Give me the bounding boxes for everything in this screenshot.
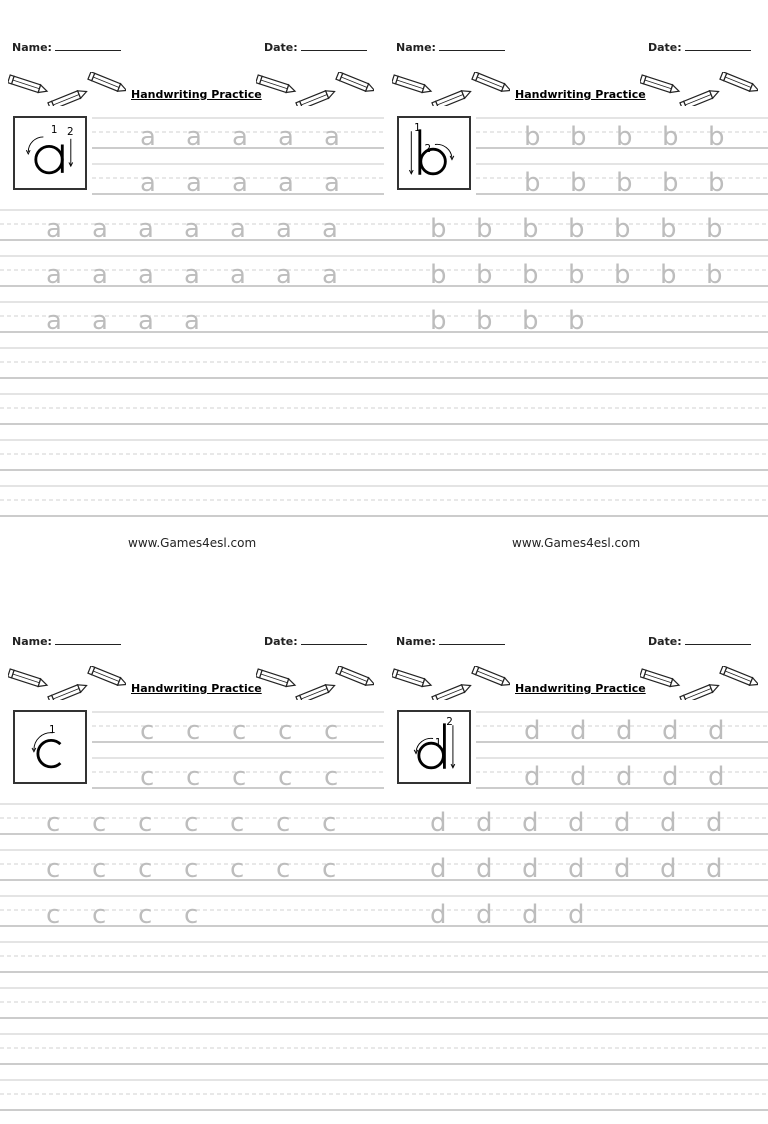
- date-blank[interactable]: [685, 634, 751, 645]
- pencil-group-left: [392, 72, 510, 106]
- stroke-number: 1: [49, 723, 56, 736]
- trace-letter: a: [324, 168, 340, 198]
- pencil-icon: [640, 669, 680, 689]
- trace-letter: c: [232, 762, 247, 792]
- trace-letter: b: [476, 306, 493, 336]
- pencil-group-right: [256, 666, 374, 700]
- trace-letter: c: [276, 808, 291, 838]
- trace-letter: d: [614, 808, 631, 838]
- trace-letter: b: [524, 168, 541, 198]
- date-field[interactable]: [648, 634, 751, 648]
- pencil-icon: [8, 669, 48, 689]
- trace-letter: a: [92, 260, 108, 290]
- trace-letter: a: [46, 306, 62, 336]
- trace-letter: b: [614, 260, 631, 290]
- trace-letter: a: [184, 260, 200, 290]
- name-field[interactable]: [396, 40, 505, 54]
- model-letter-box: [13, 116, 87, 190]
- trace-letter: b: [430, 306, 447, 336]
- pencil-icon: [472, 666, 510, 688]
- trace-letter: d: [522, 808, 539, 838]
- trace-letter: b: [430, 260, 447, 290]
- trace-letter: b: [706, 260, 723, 290]
- worksheet-panel-d: [384, 594, 768, 1106]
- trace-letter: b: [708, 168, 725, 198]
- pencil-group-right: [640, 666, 758, 700]
- date-label: Date:: [648, 635, 682, 648]
- pencil-icon: [720, 666, 758, 688]
- trace-letter: d: [522, 900, 539, 930]
- trace-letter: b: [660, 260, 677, 290]
- trace-letter: c: [230, 808, 245, 838]
- trace-letter: a: [186, 168, 202, 198]
- trace-letter: a: [46, 214, 62, 244]
- pencil-icon: [432, 682, 472, 700]
- trace-letter: a: [92, 306, 108, 336]
- trace-letter: d: [570, 762, 587, 792]
- trace-letter: d: [570, 716, 587, 746]
- pencil-icon: [392, 75, 432, 95]
- trace-letter: c: [230, 854, 245, 884]
- pencil-icon: [296, 682, 336, 700]
- trace-letter: d: [476, 808, 493, 838]
- pencil-icon: [640, 75, 680, 95]
- name-blank[interactable]: [439, 40, 505, 51]
- trace-letter: d: [476, 854, 493, 884]
- trace-letter: c: [46, 900, 61, 930]
- trace-letter: a: [138, 306, 154, 336]
- name-blank[interactable]: [439, 634, 505, 645]
- name-label: Name:: [12, 635, 52, 648]
- trace-letter: c: [138, 900, 153, 930]
- name-field[interactable]: [12, 40, 121, 54]
- pencil-group-left: [392, 666, 510, 700]
- trace-letter: b: [660, 214, 677, 244]
- date-label: Date:: [264, 41, 298, 54]
- trace-letter: a: [186, 122, 202, 152]
- pencil-group-left: [8, 72, 126, 106]
- trace-letter: c: [278, 762, 293, 792]
- date-field[interactable]: [264, 634, 367, 648]
- trace-letter: a: [46, 260, 62, 290]
- name-label: Name:: [396, 41, 436, 54]
- stroke-number: 2: [446, 716, 453, 729]
- trace-letter: c: [324, 716, 339, 746]
- model-letter-box: [13, 710, 87, 784]
- trace-letter: c: [324, 762, 339, 792]
- trace-letter: c: [46, 808, 61, 838]
- trace-letter: d: [614, 854, 631, 884]
- trace-letter: b: [662, 122, 679, 152]
- trace-letter: b: [522, 214, 539, 244]
- worksheet-title: Handwriting Practice: [515, 682, 646, 695]
- date-label: Date:: [264, 635, 298, 648]
- stroke-number: 2: [67, 126, 74, 139]
- pencil-icon: [336, 72, 374, 94]
- trace-letter: a: [324, 122, 340, 152]
- pencil-icon: [8, 75, 48, 95]
- date-blank[interactable]: [685, 40, 751, 51]
- trace-letter: a: [138, 260, 154, 290]
- worksheet-panel-b: [384, 0, 768, 550]
- trace-letter: d: [524, 716, 541, 746]
- trace-letter: c: [92, 808, 107, 838]
- pencil-icon: [88, 72, 126, 94]
- pencil-icon: [392, 669, 432, 689]
- trace-letter: c: [46, 854, 61, 884]
- pencil-icon: [472, 72, 510, 94]
- name-blank[interactable]: [55, 40, 121, 51]
- worksheet-panel-a: [0, 0, 384, 550]
- trace-letter: c: [184, 808, 199, 838]
- trace-letter: d: [616, 762, 633, 792]
- stroke-number: 1: [414, 122, 421, 135]
- trace-letter: d: [430, 900, 447, 930]
- trace-letter: d: [662, 762, 679, 792]
- trace-letter: d: [708, 762, 725, 792]
- pencil-icon: [680, 88, 720, 106]
- trace-letter: d: [476, 900, 493, 930]
- trace-letter: a: [278, 122, 294, 152]
- trace-letter: a: [276, 214, 292, 244]
- trace-letter: a: [230, 214, 246, 244]
- trace-letter: c: [138, 854, 153, 884]
- trace-letter: b: [614, 214, 631, 244]
- trace-letter: b: [522, 260, 539, 290]
- name-label: Name:: [396, 635, 436, 648]
- trace-letter: d: [430, 854, 447, 884]
- trace-letter: c: [138, 808, 153, 838]
- pencil-group-right: [640, 72, 758, 106]
- trace-letter: b: [570, 122, 587, 152]
- date-blank[interactable]: [301, 634, 367, 645]
- trace-letter: a: [92, 214, 108, 244]
- model-letter-box: [397, 710, 471, 784]
- trace-letter: b: [570, 168, 587, 198]
- trace-letter: d: [662, 716, 679, 746]
- worksheet-title: Handwriting Practice: [131, 88, 262, 101]
- date-label: Date:: [648, 41, 682, 54]
- trace-letter: b: [568, 214, 585, 244]
- trace-letter: c: [322, 808, 337, 838]
- trace-letter: c: [322, 854, 337, 884]
- trace-letter: a: [138, 214, 154, 244]
- pencil-icon: [720, 72, 758, 94]
- date-field[interactable]: [264, 40, 367, 54]
- trace-letter: c: [232, 716, 247, 746]
- pencil-group-right: [256, 72, 374, 106]
- trace-letter: a: [232, 122, 248, 152]
- trace-letter: d: [706, 854, 723, 884]
- trace-letter: d: [568, 854, 585, 884]
- trace-letter: d: [660, 808, 677, 838]
- name-field[interactable]: [12, 634, 121, 648]
- trace-letter: c: [140, 716, 155, 746]
- pencil-icon: [256, 75, 296, 95]
- trace-letter: b: [616, 168, 633, 198]
- trace-letter: c: [276, 854, 291, 884]
- trace-letter: d: [568, 808, 585, 838]
- trace-letter: b: [476, 214, 493, 244]
- worksheet-title: Handwriting Practice: [131, 682, 262, 695]
- trace-letter: c: [92, 900, 107, 930]
- name-label: Name:: [12, 41, 52, 54]
- date-blank[interactable]: [301, 40, 367, 51]
- date-field[interactable]: [648, 40, 751, 54]
- worksheet-panel-c: [0, 594, 384, 1106]
- trace-letter: a: [322, 260, 338, 290]
- trace-letter: c: [186, 716, 201, 746]
- trace-letter: c: [278, 716, 293, 746]
- pencil-group-left: [8, 666, 126, 700]
- trace-letter: d: [430, 808, 447, 838]
- trace-letter: b: [616, 122, 633, 152]
- pencil-icon: [256, 669, 296, 689]
- trace-letter: d: [524, 762, 541, 792]
- pencil-icon: [48, 88, 88, 106]
- pencil-icon: [296, 88, 336, 106]
- pencil-icon: [432, 88, 472, 106]
- pencil-icon: [680, 682, 720, 700]
- name-blank[interactable]: [55, 634, 121, 645]
- trace-letter: a: [140, 122, 156, 152]
- trace-letter: a: [276, 260, 292, 290]
- trace-letter: b: [524, 122, 541, 152]
- trace-letter: a: [278, 168, 294, 198]
- trace-letter: d: [522, 854, 539, 884]
- trace-letter: d: [708, 716, 725, 746]
- website-url[interactable]: www.Games4esl.com: [128, 536, 257, 550]
- trace-letter: a: [184, 214, 200, 244]
- trace-letter: a: [232, 168, 248, 198]
- trace-letter: d: [568, 900, 585, 930]
- trace-letter: b: [708, 122, 725, 152]
- trace-letter: a: [322, 214, 338, 244]
- pencil-icon: [336, 666, 374, 688]
- stroke-number: 2: [424, 143, 432, 156]
- stroke-number: 1: [434, 737, 442, 750]
- trace-letter: d: [660, 854, 677, 884]
- trace-letter: d: [616, 716, 633, 746]
- trace-letter: b: [522, 306, 539, 336]
- trace-letter: c: [186, 762, 201, 792]
- worksheet-title: Handwriting Practice: [515, 88, 646, 101]
- trace-letter: d: [706, 808, 723, 838]
- trace-letter: a: [140, 168, 156, 198]
- pencil-icon: [48, 682, 88, 700]
- trace-letter: a: [230, 260, 246, 290]
- trace-letter: c: [92, 854, 107, 884]
- trace-letter: b: [706, 214, 723, 244]
- stroke-number: 1: [50, 124, 58, 137]
- trace-letter: c: [140, 762, 155, 792]
- trace-letter: b: [568, 306, 585, 336]
- trace-letter: c: [184, 854, 199, 884]
- trace-letter: b: [662, 168, 679, 198]
- trace-letter: b: [476, 260, 493, 290]
- model-letter-box: [397, 116, 471, 190]
- trace-letter: b: [430, 214, 447, 244]
- pencil-icon: [88, 666, 126, 688]
- trace-letter: a: [184, 306, 200, 336]
- trace-letter: c: [184, 900, 199, 930]
- trace-letter: b: [568, 260, 585, 290]
- name-field[interactable]: [396, 634, 505, 648]
- website-url[interactable]: www.Games4esl.com: [512, 536, 641, 550]
